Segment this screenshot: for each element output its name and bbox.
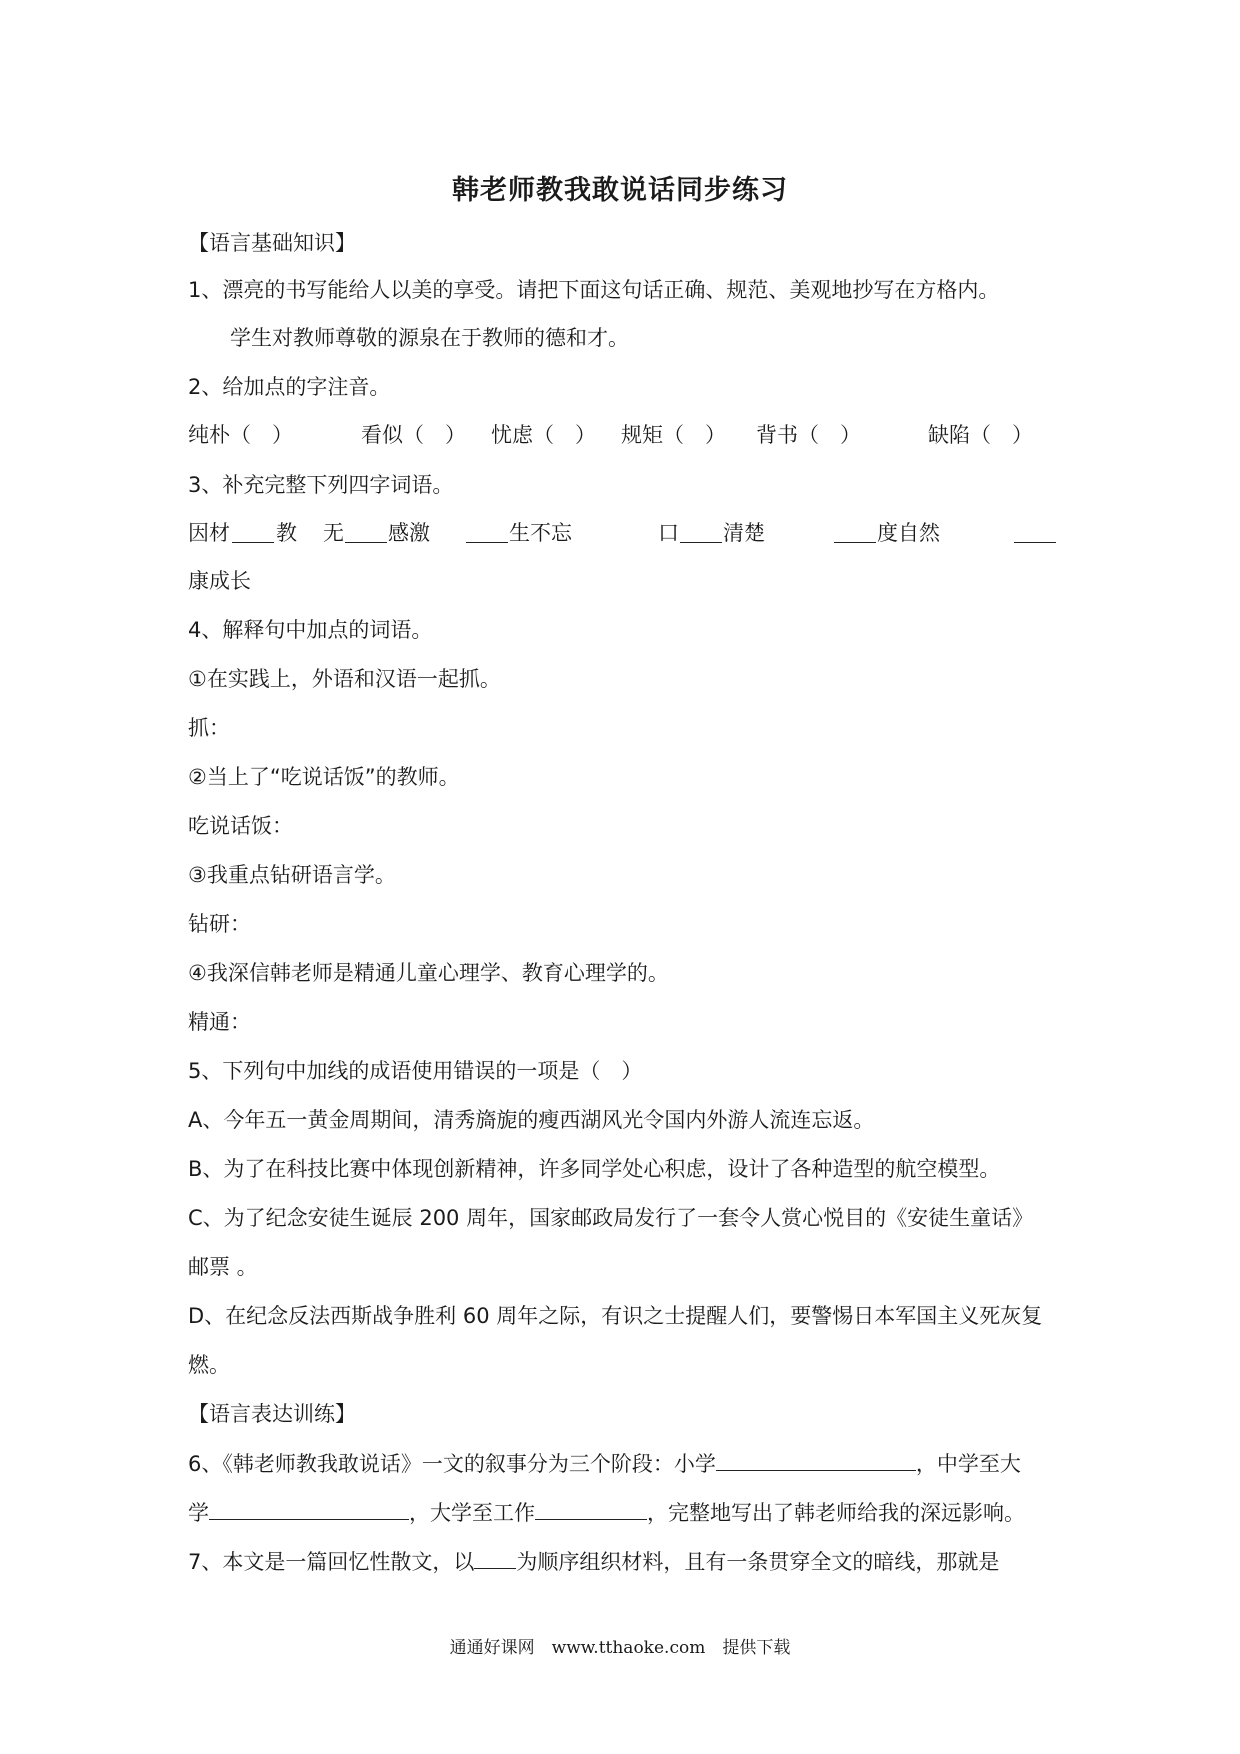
question-6-text: ，中学至大 bbox=[915, 1452, 1021, 1476]
question-3: 3、补充完整下列四字词语。 bbox=[188, 473, 454, 497]
word-item: 纯朴（ ） bbox=[188, 423, 293, 447]
question-6 bbox=[188, 1448, 1058, 1479]
idiom-part: 生不忘 bbox=[509, 521, 572, 545]
fill-blank bbox=[209, 1497, 409, 1520]
fill-blank bbox=[834, 520, 876, 543]
word-item: 背书（ ） bbox=[756, 423, 861, 447]
idiom-part: 清楚 bbox=[723, 521, 765, 545]
idiom-part: 无 bbox=[323, 521, 344, 545]
idiom-part: 因材 bbox=[188, 521, 230, 545]
page-title: 韩老师教我敢说话同步练习 bbox=[452, 175, 788, 206]
question-3-idioms-cont: 康成长 bbox=[188, 569, 251, 593]
question-5-option-a: A、今年五一黄金周期间，清秀旖旎的瘦西湖风光令国内外游人流连忘返。 bbox=[188, 1108, 875, 1132]
idiom-part: 度自然 bbox=[877, 521, 940, 545]
word-item: 忧虑（ ） bbox=[491, 423, 596, 447]
fill-blank bbox=[716, 1448, 916, 1471]
question-4-answer-3: 钻研： bbox=[188, 912, 251, 936]
question-4-answer-1: 抓： bbox=[188, 716, 230, 740]
question-5-option-d: D、在纪念反法西斯战争胜利 60 周年之际，有识之士提醒人们，要警惕日本军国主义死灰复 bbox=[188, 1304, 1043, 1328]
idiom-part: 口 bbox=[658, 521, 679, 545]
question-1-sentence: 学生对教师尊敬的源泉在于教师的德和才。 bbox=[230, 326, 629, 350]
fill-blank bbox=[680, 520, 722, 543]
question-1: 1、漂亮的书写能给人以美的享受。请把下面这句话正确、规范、美观地抄写在方格内。 bbox=[188, 278, 1000, 302]
section-heading-expression: 【语言表达训练】 bbox=[188, 1402, 356, 1426]
question-4-answer-4: 精通： bbox=[188, 1010, 251, 1034]
question-2: 2、给加点的字注音。 bbox=[188, 375, 391, 399]
word-item: 缺陷（ ） bbox=[928, 423, 1033, 447]
fill-blank bbox=[474, 1546, 516, 1569]
question-7 bbox=[188, 1546, 1058, 1577]
question-4-item-2: ②当上了“吃说话饭”的教师。 bbox=[188, 765, 460, 789]
word-item: 规矩（ ） bbox=[621, 423, 726, 447]
question-5: 5、下列句中加线的成语使用错误的一项是（ ） bbox=[188, 1059, 643, 1083]
question-4-item-4: ④我深信韩老师是精通儿童心理学、教育心理学的。 bbox=[188, 961, 669, 985]
question-6-cont bbox=[188, 1497, 1058, 1528]
idiom-part: 教 bbox=[276, 521, 297, 545]
word-item: 看似（ ） bbox=[361, 423, 466, 447]
idiom-part: 感激 bbox=[388, 521, 430, 545]
question-6-text: ，完整地写出了韩老师给我的深远影响。 bbox=[647, 1501, 1025, 1525]
question-5-option-c-cont: 邮票 。 bbox=[188, 1255, 258, 1279]
question-4: 4、解释句中加点的词语。 bbox=[188, 618, 433, 642]
question-5-option-b: B、为了在科技比赛中体现创新精神，许多同学处心积虑，设计了各种造型的航空模型。 bbox=[188, 1157, 1001, 1181]
question-6-text: 学 bbox=[188, 1501, 209, 1525]
fill-blank bbox=[345, 520, 387, 543]
fill-blank bbox=[232, 520, 274, 543]
page-footer: 通通好课网 www.tthaoke.com 提供下载 bbox=[449, 1638, 791, 1658]
fill-blank bbox=[466, 520, 508, 543]
question-7-text: 为顺序组织材料，且有一条贯穿全文的暗线，那就是 bbox=[516, 1550, 1000, 1574]
question-4-item-1: ①在实践上，外语和汉语一起抓。 bbox=[188, 667, 501, 691]
question-6-text: ，大学至工作 bbox=[409, 1501, 535, 1525]
question-4-answer-2: 吃说话饭： bbox=[188, 814, 293, 838]
question-5-option-c: C、为了纪念安徒生诞辰 200 周年，国家邮政局发行了一套令人赏心悦目的《安徒生童话》 bbox=[188, 1206, 1034, 1230]
question-6-text: 6、《韩老师教我敢说话》一文的叙事分为三个阶段：小学 bbox=[188, 1452, 716, 1476]
question-5-option-d-cont: 燃。 bbox=[188, 1353, 230, 1377]
fill-blank bbox=[535, 1497, 647, 1520]
section-heading-basics: 【语言基础知识】 bbox=[188, 231, 356, 255]
question-7-text: 7、本文是一篇回忆性散文，以 bbox=[188, 1550, 475, 1574]
question-4-item-3: ③我重点钻研语言学。 bbox=[188, 863, 396, 887]
fill-blank bbox=[1014, 520, 1056, 543]
